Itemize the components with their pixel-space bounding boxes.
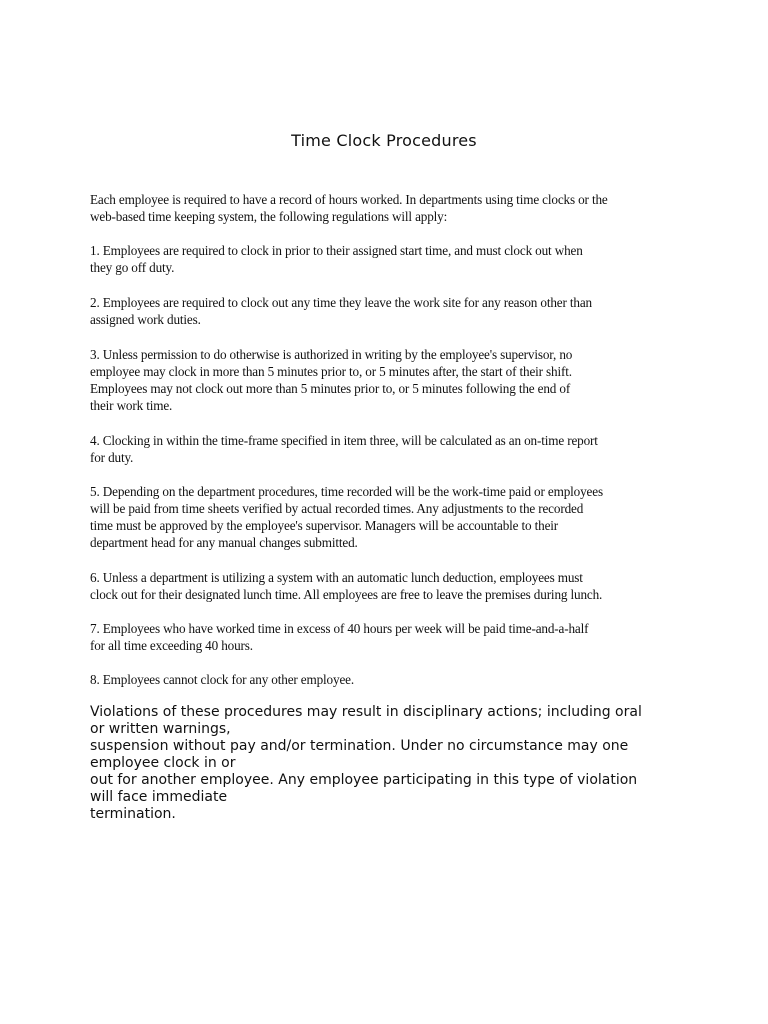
procedure-line: 7. Employees who have worked time in excess of 40 hours per week will be paid time-and-a-half — [90, 621, 589, 636]
procedure-item-5 — [90, 483, 690, 551]
intro-paragraph — [90, 191, 690, 225]
closing-line: will face immediate — [90, 789, 228, 805]
intro-line: web-based time keeping system, the following regulations will apply: — [90, 209, 448, 224]
procedure-line: their work time. — [90, 398, 173, 413]
procedure-item-3 — [90, 346, 690, 414]
closing-line: termination. — [90, 806, 176, 822]
procedure-line: time must be approved by the employee's supervisor. Managers will be accountable to their — [90, 518, 559, 533]
procedure-item-8 — [90, 671, 690, 688]
procedure-item-6 — [90, 569, 690, 603]
closing-line: Violations of these procedures may result in disciplinary actions; including oral — [90, 704, 642, 720]
procedure-line: assigned work duties. — [90, 312, 201, 327]
procedure-line: 4. Clocking in within the time-frame specified in item three, will be calculated as an on-time report — [90, 433, 598, 448]
procedure-line: 3. Unless permission to do otherwise is authorized in writing by the employee's supervisor, no — [90, 347, 573, 362]
procedure-line: 8. Employees cannot clock for any other employee. — [90, 672, 354, 687]
closing-line: or written warnings, — [90, 721, 231, 737]
procedure-line: employee may clock in more than 5 minutes prior to, or 5 minutes after, the start of their shift. — [90, 364, 572, 379]
procedure-line: will be paid from time sheets verified by actual recorded times. Any adjustments to the recorded — [90, 501, 584, 516]
procedure-line: they go off duty. — [90, 260, 175, 275]
procedure-line: for duty. — [90, 450, 134, 465]
procedure-item-1 — [90, 242, 690, 276]
intro-line: Each employee is required to have a record of hours worked. In departments using time clocks or the — [90, 192, 608, 207]
closing-line: suspension without pay and/or termination. Under no circumstance may one — [90, 738, 629, 754]
procedure-line: for all time exceeding 40 hours. — [90, 638, 253, 653]
procedure-line: 5. Depending on the department procedures, time recorded will be the work-time paid or employees — [90, 484, 603, 499]
procedure-item-4 — [90, 432, 690, 466]
procedure-line: department head for any manual changes submitted. — [90, 535, 358, 550]
procedure-line: Employees may not clock out more than 5 minutes prior to, or 5 minutes following the end of — [90, 381, 571, 396]
procedure-line: 6. Unless a department is utilizing a system with an automatic lunch deduction, employees must — [90, 570, 583, 585]
procedure-line: 1. Employees are required to clock in prior to their assigned start time, and must clock out when — [90, 243, 583, 258]
procedure-item-7 — [90, 620, 690, 654]
page-title: Time Clock Procedures — [291, 131, 477, 150]
procedure-line: 2. Employees are required to clock out any time they leave the work site for any reason other than — [90, 295, 592, 310]
closing-line: out for another employee. Any employee participating in this type of violation — [90, 772, 638, 788]
procedure-line: clock out for their designated lunch time. All employees are free to leave the premises during lunch. — [90, 587, 603, 602]
violations-paragraph — [90, 704, 690, 823]
closing-line: employee clock in or — [90, 755, 236, 771]
procedure-item-2 — [90, 294, 690, 328]
